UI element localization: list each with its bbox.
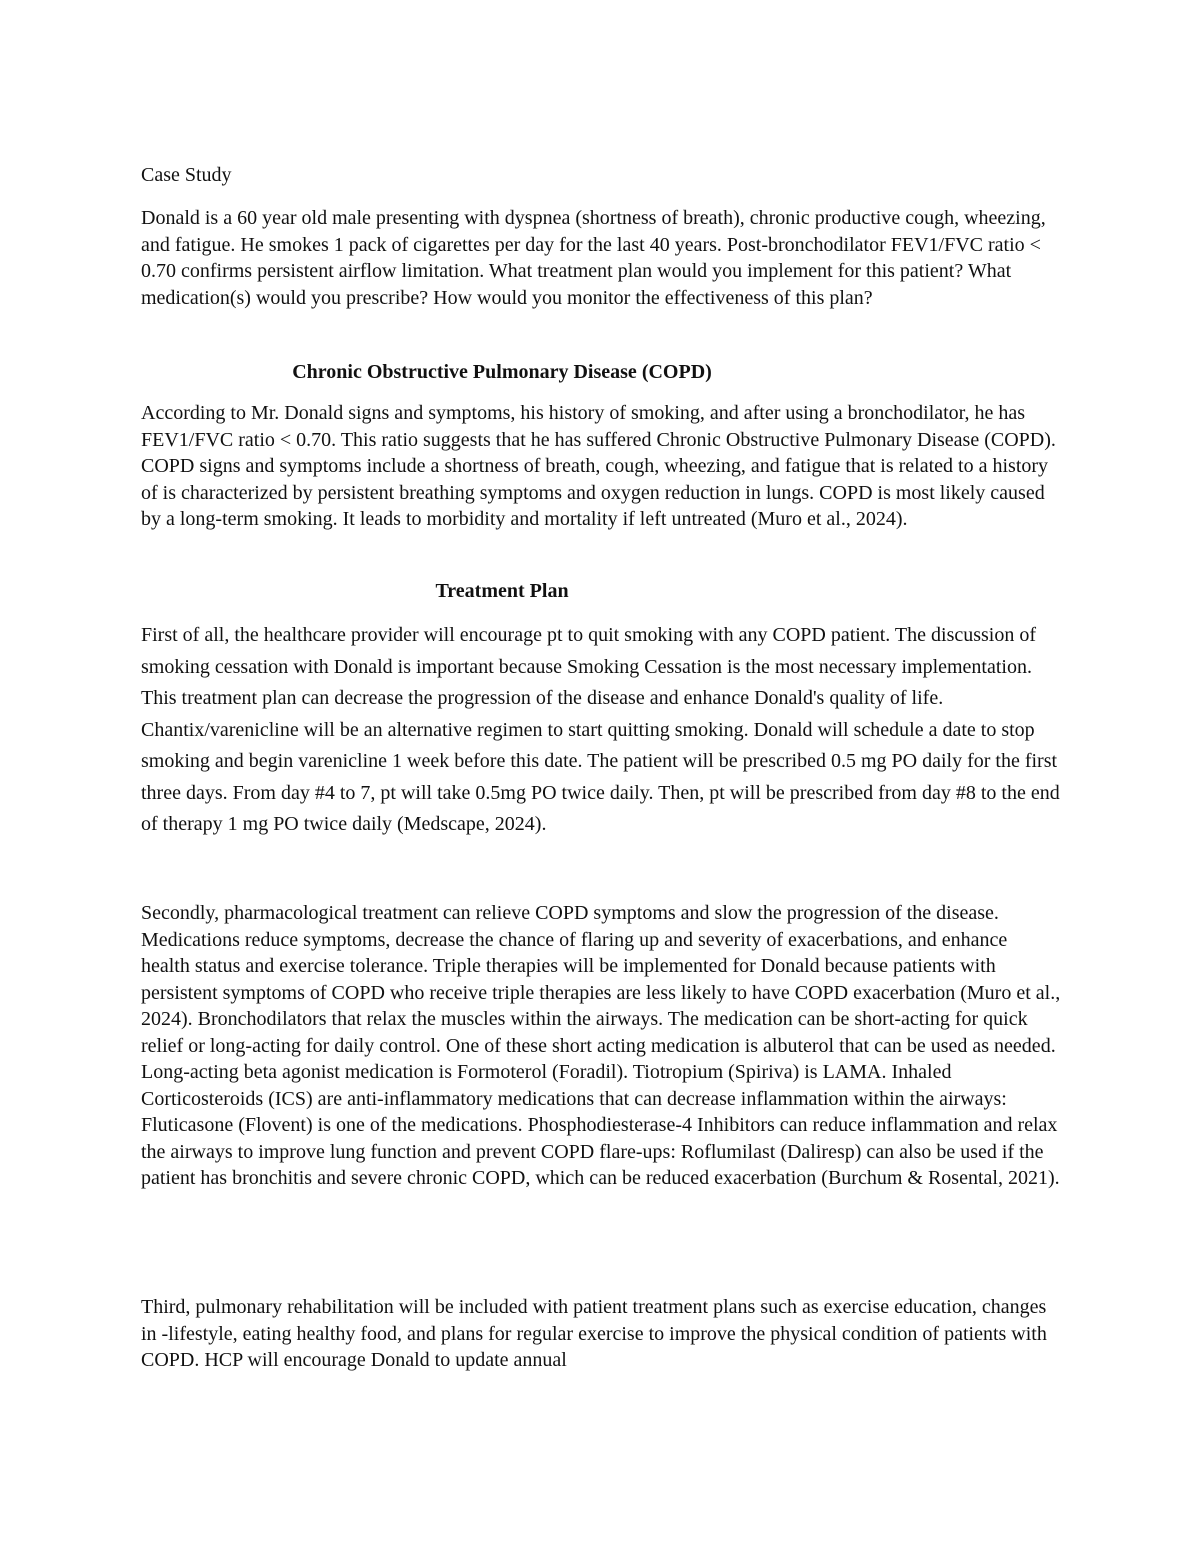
case-study-label: Case Study <box>141 164 232 186</box>
section-heading-copd: Chronic Obstructive Pulmonary Disease (COPD) <box>292 361 712 383</box>
treatment-paragraph-pharmacological: Secondly, pharmacological treatment can relieve COPD symptoms and slow the progression of the disease. Medications reduce symptoms, decrease the chance of flaring up and severity of exacerbations, and enhance health status and exercise tolerance. Triple therapies will be implemented for Donald because patients with persistent symptoms of COPD who receive triple therapies are less likely to have COPD exacerbation (Muro et al., 2024). Bronchodilators that relax the muscles within the airways. The medication can be short-acting for quick relief or long-acting for daily control. One of these short acting medication is albuterol that can be used as needed. Long-acting beta agonist medication is Formoterol (Foradil). Tiotropium (Spiriva) is LAMA. Inhaled Corticosteroids (ICS) are anti-inflammatory medications that can decrease inflammation within the airways: Fluticasone (Flovent) is one of the medications. Phosphodiesterase-4 Inhibitors can reduce inflammation and relax the airways to improve lung function and prevent COPD flare-ups: Roflumilast (Daliresp) can also be used if the patient has bronchitis and severe chronic COPD, which can be reduced exacerbation (Burchum & Rosental, 2021). <box>141 902 1061 1189</box>
section-heading-treatment-plan: Treatment Plan <box>435 580 569 602</box>
copd-paragraph: According to Mr. Donald signs and symptoms, his history of smoking, and after using a bronchodilator, he has FEV1/FVC ratio < 0.70. This ratio suggests that he has suffered Chronic Obstructive Pulmonary Disease (COPD). COPD signs and symptoms include a shortness of breath, cough, wheezing, and fatigue that is related to a history of is characterized by persistent breathing symptoms and oxygen reduction in lungs. COPD is most likely caused by a long-term smoking. It leads to morbidity and mortality if left untreated (Muro et al., 2024). <box>141 402 1056 530</box>
case-description: Donald is a 60 year old male presenting with dyspnea (shortness of breath), chronic productive cough, wheezing, and fatigue. He smokes 1 pack of cigarettes per day for the last 40 years. Post-bronchodilator FEV1/FVC ratio < 0.70 confirms persistent airflow limitation. What treatment plan would you implement for this patient? What medication(s) would you prescribe? How would you monitor the effectiveness of this plan? <box>141 207 1046 309</box>
treatment-paragraph-smoking-cessation: First of all, the healthcare provider will encourage pt to quit smoking with any COPD patient. The discussion of smoking cessation with Donald is important because Smoking Cessation is the most necessary implementation. This treatment plan can decrease the progression of the disease and enhance Donald's quality of life. Chantix/varenicline will be an alternative regimen to start quitting smoking. Donald will schedule a date to stop smoking and begin varenicline 1 week before this date. The patient will be prescribed 0.5 mg PO daily for the first three days. From day #4 to 7, pt will take 0.5mg PO twice daily. Then, pt will be prescribed from day #8 to the end of therapy 1 mg PO twice daily (Medscape, 2024). <box>141 624 1060 835</box>
treatment-paragraph-pulmonary-rehab: Third, pulmonary rehabilitation will be included with patient treatment plans such as exercise education, changes in -lifestyle, eating healthy food, and plans for regular exercise to improve the physical condition of patients with COPD. HCP will encourage Donald to update annual <box>141 1296 1047 1371</box>
